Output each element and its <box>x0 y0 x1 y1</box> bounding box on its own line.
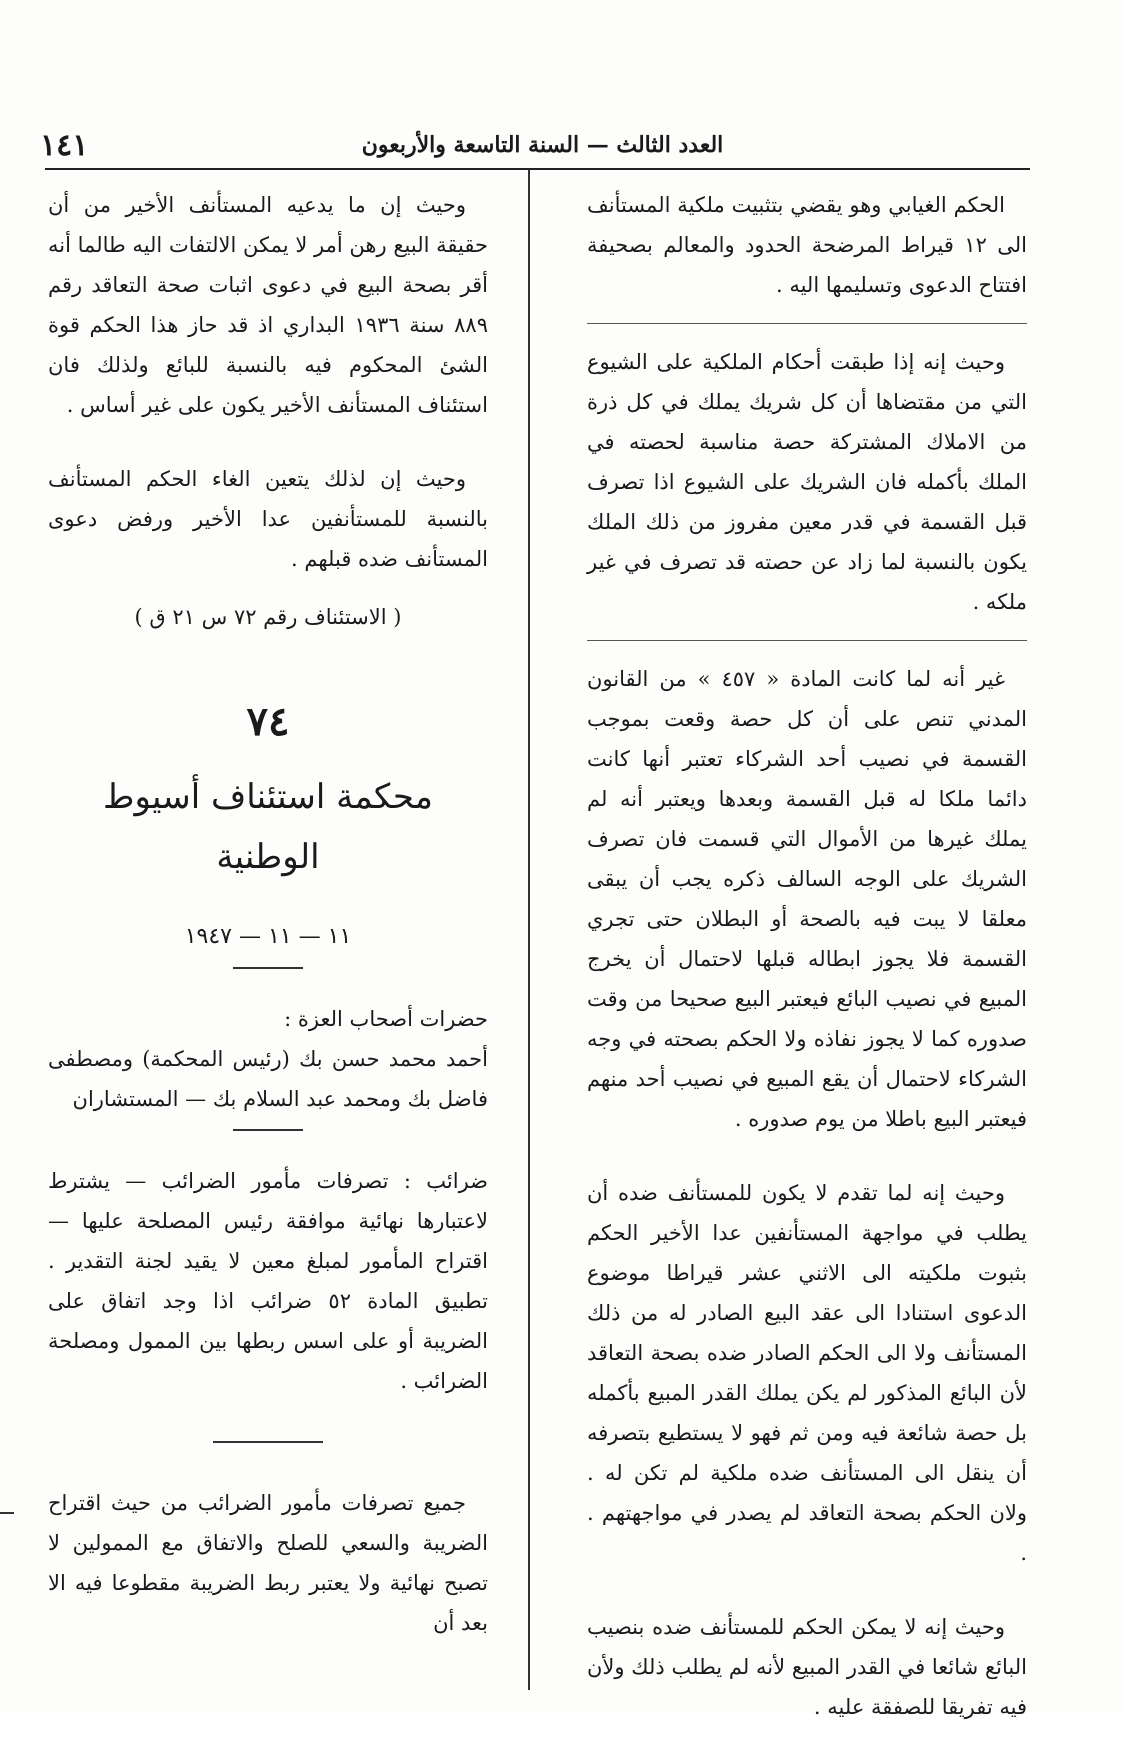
paragraph: وحيث إنه إذا طبقت أحكام الملكية على الشيوع التي من مقتضاها أن كل شريك يملك في كل ذرة من الاملاك المشتركة حصة مناسبة لحصته في الملك بأكمله فان الشريك على الشيوع اذا تصرف قبل القسمة في قدر معين مفروز من ذلك الملك يكون بالنسبة لما زاد عن حصته قد تصرف في غير ملكه . <box>587 350 1027 614</box>
running-head: العدد الثالث — السنة التاسعة والأربعون <box>361 132 724 158</box>
divider <box>233 1129 303 1131</box>
divider <box>213 1441 323 1443</box>
page-header <box>40 128 1045 168</box>
divider <box>233 967 303 969</box>
case-summary: ضرائب : تصرفات مأمور الضرائب — يشترط لاعتبارها نهائية موافقة رئيس المصلحة عليها — اقتراح المأمور لمبلغ معين لا يقيد لجنة التقدير . تطبيق المادة ٥٢ ضرائب اذا وجد اتفاق على الضريبة أو على اسس ربطها بين الممول ومصلحة الضرائب . <box>48 1169 488 1393</box>
left-column <box>48 185 488 1677</box>
paragraph: وحيث إنه لما تقدم لا يكون للمستأنف ضده أن يطلب في مواجهة المستأنفين عدا الأخير الحكم بثبوت ملكيته الى الاثني عشر قيراطا موضوع الدعوى استنادا الى عقد البيع الصادر له من ذلك المستأنف ولا الى الحكم الصادر ضده بصحة التعاقد لأن البائع المذكور لم يكن يملك القدر المبيع بأكمله بل حصة شائعة فيه ومن ثم فهو لا يستطيع بتصرفه أن ينقل الى المستأنف ضده ملكية لم تكن له . ولان الحكم بصحة التعاقد لم يصدر في مواجهتهم . . <box>587 1181 1028 1565</box>
paragraph: جميع تصرفات مأمور الضرائب من حيث اقتراح الضريبة والسعي للصلح والاتفاق مع الممولين لا تصبح نهائية ولا يعتبر ربط الضريبة مقطوعا فيه الا بعد أن <box>48 1491 488 1635</box>
divider <box>587 640 1027 641</box>
column-divider <box>528 170 530 1690</box>
paragraph: وحيث إنه لا يمكن الحكم للمستأنف ضده بنصيب البائع شائعا في القدر المبيع لأنه لم يطلب ذلك ولأن فيه تفريقا للصفقة عليه . <box>587 1615 1027 1719</box>
page-number: ١٤١ <box>40 128 89 163</box>
case-number: ٧٤ <box>246 698 290 745</box>
case-citation: ( الاستئناف رقم ٧٢ س ٢١ ق ) <box>134 605 402 629</box>
panel-label: حضرات أصحاب العزة : <box>284 1007 488 1031</box>
paragraph: الحكم الغيابي وهو يقضي بتثبيت ملكية المستأنف الى ١٢ قيراط المرضحة الحدود والمعالم بصحيفة افتتاح الدعوى وتسليمها اليه . <box>587 193 1027 297</box>
divider <box>587 323 1027 324</box>
court-name: محكمة استئناف أسيوط الوطنية <box>103 777 433 877</box>
right-column <box>587 185 1027 1761</box>
paragraph: وحيث إن لذلك يتعين الغاء الحكم المستأنف بالنسبة للمستأنفين عدا الأخير ورفض دعوى المستأنف ضده قبلهم . <box>48 467 488 571</box>
margin-mark <box>0 1512 14 1514</box>
paragraph: غير أنه لما كانت المادة « ٤٥٧ » من القانون المدني تنص على أن كل حصة وقعت بموجب القسمة في نصيب أحد الشركاء تعتبر أنها كانت دائما ملكا له قبل القسمة وبعدها ويعتبر أنه لم يملك غيرها من الأموال التي قسمت فان تصرف الشريك على الوجه السالف ذكره يجب أن يبقى معلقا لا يبت فيه بالصحة أو البطلان حتى تجري القسمة فلا يجوز ابطاله قبلها لاحتمال أن يخرج المبيع في نصيب البائع فيعتبر البيع صحيحا من وقت صدوره كما لا يجوز نفاذه ولا الحكم بصحته في وجه الشركاء لاحتمال أن يقع المبيع في نصيب أحد منهم فيعتبر البيع باطلا من يوم صدوره . <box>587 667 1027 1131</box>
header-rule <box>45 168 1030 170</box>
paragraph: وحيث إن ما يدعيه المستأنف الأخير من أن حقيقة البيع رهن أمر لا يمكن الالتفات اليه طالما أنه أقر بصحة البيع في دعوى اثبات صحة التعاقد رقم ٨٨٩ سنة ١٩٣٦ البداري اذ قد حاز هذا الحكم قوة الشئ المحكوم فيه بالنسبة للبائع ولذلك فان استئناف المستأنف الأخير يكون على غير أساس . <box>48 193 488 417</box>
panel-members: أحمد محمد حسن بك (رئيس المحكمة) ومصطفى فاضل بك ومحمد عبد السلام بك — المستشاران <box>48 1047 488 1111</box>
judgment-date: ١١ — ١١ — ١٩٤٧ <box>184 924 352 949</box>
